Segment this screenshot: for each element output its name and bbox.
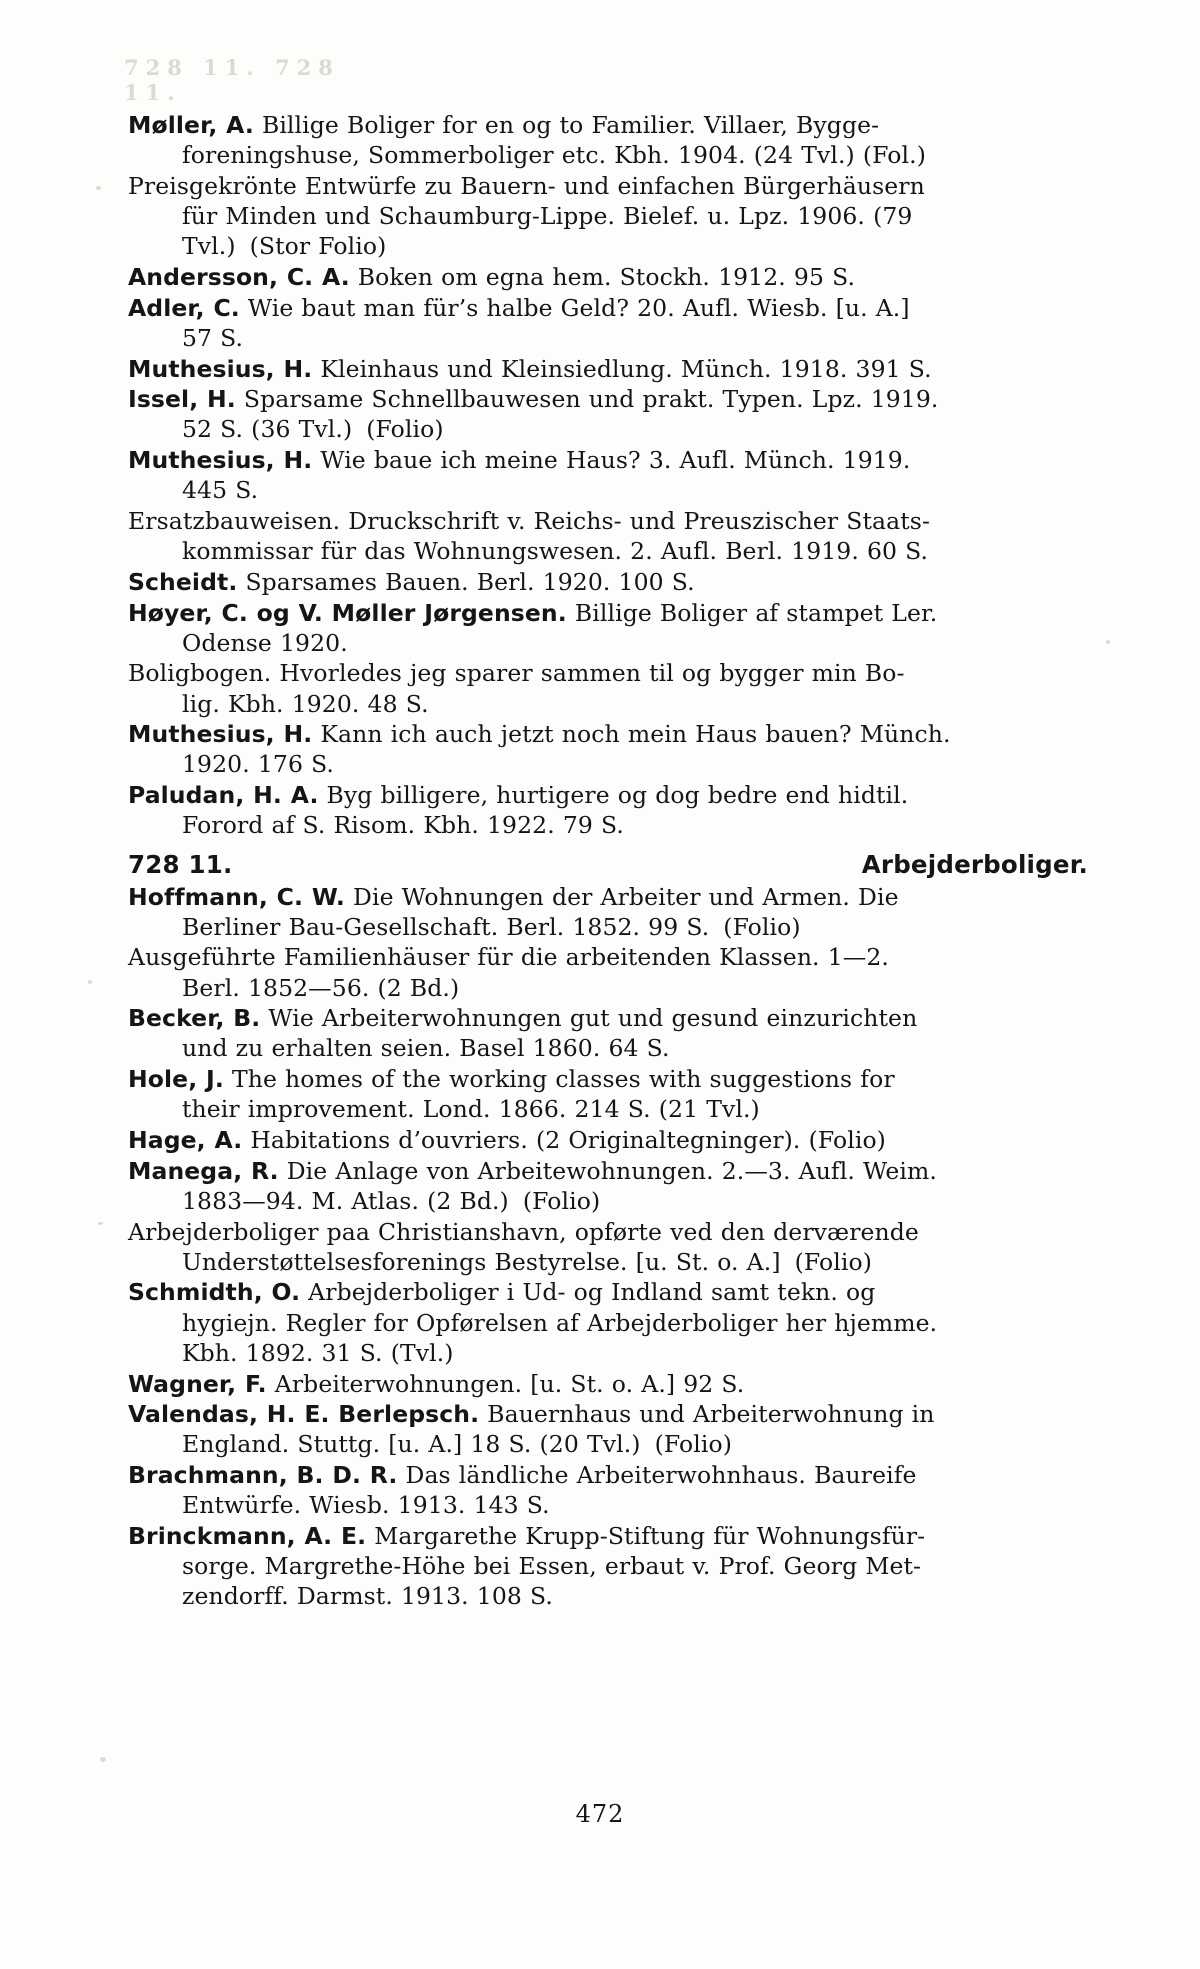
entry-line: Valendas, H. E. Berlepsch. Bauernhaus und Arbeiterwohnung in (128, 1400, 935, 1429)
entry-author: Hage, A. (128, 1126, 243, 1154)
entry-author: Manega, R. (128, 1156, 279, 1185)
entry-line: Issel, H. Sparsame Schnellbauwesen und prakt. Typen. Lpz. 1919. (128, 385, 939, 414)
entry-line-text: England. Stuttg. [u. A.] 18 S. (20 Tvl.) (182, 1430, 641, 1459)
bibliography-entry (128, 1399, 1088, 1459)
bibliography-entry (128, 1460, 1088, 1520)
section-title: Arbejderboliger. (861, 849, 1088, 879)
bibliography-entry (128, 262, 1088, 292)
entry-line: Preisgekrönte Entwürfe zu Bauern- und einfachen Bürgerhäusern (128, 171, 925, 200)
entry-author: Høyer, C. og V. Møller Jørgensen. (128, 598, 567, 627)
entry-line (128, 912, 1088, 942)
entry-line (128, 1247, 1088, 1277)
entry-author: Brinckmann, A. E. (128, 1521, 367, 1550)
entry-line: kommissar für das Wohnungswesen. 2. Aufl. Berl. 1919. 60 S. (182, 537, 929, 566)
bibliography-entry (128, 658, 1088, 718)
entry-line: Forord af S. Risom. Kbh. 1922. 79 S. (182, 811, 624, 840)
entry-line: Berl. 1852—56. (2 Bd.) (182, 973, 460, 1002)
entry-line: 1920. 176 S. (182, 750, 335, 779)
entry-line: Becker, B. Wie Arbeiterwohnungen gut und gesund einzurichten (128, 1004, 918, 1033)
bibliography-entry (128, 567, 1088, 597)
entry-line: Paludan, H. A. Byg billigere, hurtigere og dog bedre end hidtil. (128, 781, 909, 810)
scan-speck (1106, 640, 1110, 644)
entry-author: Valendas, H. E. Berlepsch. (128, 1400, 480, 1429)
entry-line (128, 1186, 1088, 1216)
bibliography-column (128, 110, 1088, 1612)
entry-line: Muthesius, H. Kann ich auch jetzt noch mein Haus bauen? Münch. (128, 720, 951, 749)
entry-line: Adler, C. Wie baut man für’s halbe Geld? 20. Aufl. Wiesb. [u. A.] (128, 293, 910, 322)
entry-author: Hoffmann, C. W. (128, 882, 345, 911)
entry-line-text: Understøttelsesforenings Bestyrelse. [u. St. o. A.] (182, 1247, 781, 1276)
entry-author: Schmidth, O. (128, 1278, 301, 1307)
entry-list-bottom (128, 882, 1088, 1612)
entry-author: Issel, H. (128, 385, 236, 414)
bibliography-entry (128, 942, 1088, 1002)
entry-author: Becker, B. (128, 1004, 261, 1033)
entry-line: their improvement. Lond. 1866. 214 S. (21 Tvl.) (182, 1095, 760, 1124)
entry-line: Entwürfe. Wiesb. 1913. 143 S. (182, 1491, 550, 1520)
entry-line: Høyer, C. og V. Møller Jørgensen. Billige Boliger af stampet Ler. (128, 598, 938, 627)
bibliography-entry (128, 780, 1088, 840)
bibliography-entry (128, 1156, 1088, 1216)
bibliography-entry (128, 1003, 1088, 1063)
entry-line: Ersatzbauweisen. Druckschrift v. Reichs- und Preuszischer Staats- (128, 506, 930, 535)
bibliography-entry (128, 171, 1088, 262)
bibliography-entry (128, 1521, 1088, 1612)
scan-speck (98, 1222, 103, 1225)
page-number: 472 (575, 1800, 625, 1828)
entry-line: und zu erhalten seien. Basel 1860. 64 S. (182, 1034, 670, 1063)
entry-line: Hoffmann, C. W. Die Wohnungen der Arbeiter und Armen. Die (128, 882, 899, 911)
bibliography-entry (128, 1369, 1088, 1399)
section-heading (128, 850, 1088, 879)
entry-author: Andersson, C. A. (128, 262, 350, 291)
entry-format-note: (Stor Folio) (249, 232, 387, 261)
entry-author: Møller, A. (128, 111, 254, 139)
bibliography-entry (128, 354, 1088, 384)
bibliography-entry (128, 1277, 1088, 1368)
entry-author: Paludan, H. A. (128, 781, 319, 810)
entry-line-text: Berliner Bau-Gesellschaft. Berl. 1852. 99 S. (182, 912, 710, 941)
entry-line: foreningshuse, Sommerboliger etc. Kbh. 1904. (24 Tvl.) (Fol.) (182, 141, 926, 170)
bibliography-entry (128, 445, 1088, 505)
entry-list-top (128, 110, 1088, 841)
entry-line (128, 1429, 1088, 1459)
bibliography-entry (128, 110, 1088, 170)
entry-author: Muthesius, H. (128, 354, 313, 383)
bibliography-entry (128, 598, 1088, 658)
entry-line: für Minden und Schaumburg-Lippe. Bielef. u. Lpz. 1906. (79 (182, 202, 913, 231)
entry-line: Scheidt. Sparsames Bauen. Berl. 1920. 100 S. (128, 567, 695, 596)
entry-format-note: (Folio) (366, 415, 444, 444)
entry-line: Odense 1920. (182, 628, 348, 657)
entry-line: 445 S. (182, 476, 259, 505)
entry-format-note: (Folio) (794, 1247, 872, 1276)
entry-line: Ausgeführte Familienhäuser für die arbeitenden Klassen. 1—2. (128, 943, 889, 972)
bibliography-entry (128, 506, 1088, 566)
bibliography-entry (128, 1125, 1088, 1155)
entry-line: Brinckmann, A. E. Margarethe Krupp-Stiftung für Wohnungsfür- (128, 1521, 926, 1550)
entry-line: zendorff. Darmst. 1913. 108 S. (182, 1582, 553, 1611)
entry-author: Muthesius, H. (128, 446, 313, 475)
entry-line: Wagner, F. Arbeiterwohnungen. [u. St. o. A.] 92 S. (128, 1369, 745, 1398)
entry-line: Hage, A. Habitations d’ouvriers. (2 Originaltegninger). (Folio) (128, 1126, 886, 1154)
entry-line-text: Tvl.) (182, 232, 236, 261)
entry-author: Hole, J. (128, 1065, 224, 1094)
entry-line-text: 52 S. (36 Tvl.) (182, 415, 353, 444)
scan-speck (100, 1757, 106, 1762)
entry-line: lig. Kbh. 1920. 48 S. (182, 689, 429, 718)
entry-line: Kbh. 1892. 31 S. (Tvl.) (182, 1338, 454, 1367)
bibliography-entry (128, 293, 1088, 353)
entry-line: Muthesius, H. Kleinhaus und Kleinsiedlung. Münch. 1918. 391 S. (128, 354, 932, 383)
entry-format-note: (Folio) (522, 1186, 601, 1215)
entry-format-note: (Folio) (723, 912, 801, 941)
entry-line: Boligbogen. Hvorledes jeg sparer sammen til og bygger min Bo- (128, 659, 905, 688)
entry-line: Manega, R. Die Anlage von Arbeitewohnungen. 2.—3. Aufl. Weim. (128, 1156, 937, 1185)
scan-speck (96, 186, 101, 190)
scan-speck (88, 980, 92, 984)
entry-author: Adler, C. (128, 293, 240, 322)
entry-line (128, 414, 1088, 444)
entry-author: Scheidt. (128, 567, 238, 596)
entry-line: Hole, J. The homes of the working classes with suggestions for (128, 1065, 895, 1094)
entry-line: Arbejderboliger paa Christianshavn, opførte ved den derværende (128, 1217, 919, 1246)
entry-line: Schmidth, O. Arbejderboliger i Ud- og Indland samt tekn. og (128, 1278, 876, 1307)
section-number: 728 11. (128, 849, 233, 879)
faded-running-header: 728 11. 728 11. (124, 55, 340, 105)
entry-line: sorge. Margrethe-Höhe bei Essen, erbaut v. Prof. Georg Met- (182, 1552, 922, 1581)
entry-author: Wagner, F. (128, 1369, 267, 1398)
bibliography-entry (128, 1217, 1088, 1277)
entry-line: Muthesius, H. Wie baue ich meine Haus? 3. Aufl. Münch. 1919. (128, 446, 911, 475)
entry-line: Andersson, C. A. Boken om egna hem. Stockh. 1912. 95 S. (128, 262, 856, 291)
entry-line: hygiejn. Regler for Opførelsen af Arbejderboliger her hjemme. (182, 1308, 938, 1337)
bibliography-entry (128, 719, 1088, 779)
bibliography-entry (128, 384, 1088, 444)
entry-author: Muthesius, H. (128, 720, 313, 749)
entry-line: Brachmann, B. D. R. Das ländliche Arbeiterwohnhaus. Baureife (128, 1461, 917, 1490)
entry-format-note: (Folio) (654, 1430, 732, 1459)
entry-line (128, 231, 1088, 261)
entry-line-text: 1883—94. M. Atlas. (2 Bd.) (182, 1186, 509, 1215)
bibliography-entry (128, 1064, 1088, 1124)
bibliography-entry (128, 882, 1088, 942)
entry-line: 57 S. (182, 323, 244, 352)
entry-line: Møller, A. Billige Boliger for en og to Familier. Villaer, Bygge- (128, 111, 880, 139)
entry-author: Brachmann, B. D. R. (128, 1461, 398, 1490)
